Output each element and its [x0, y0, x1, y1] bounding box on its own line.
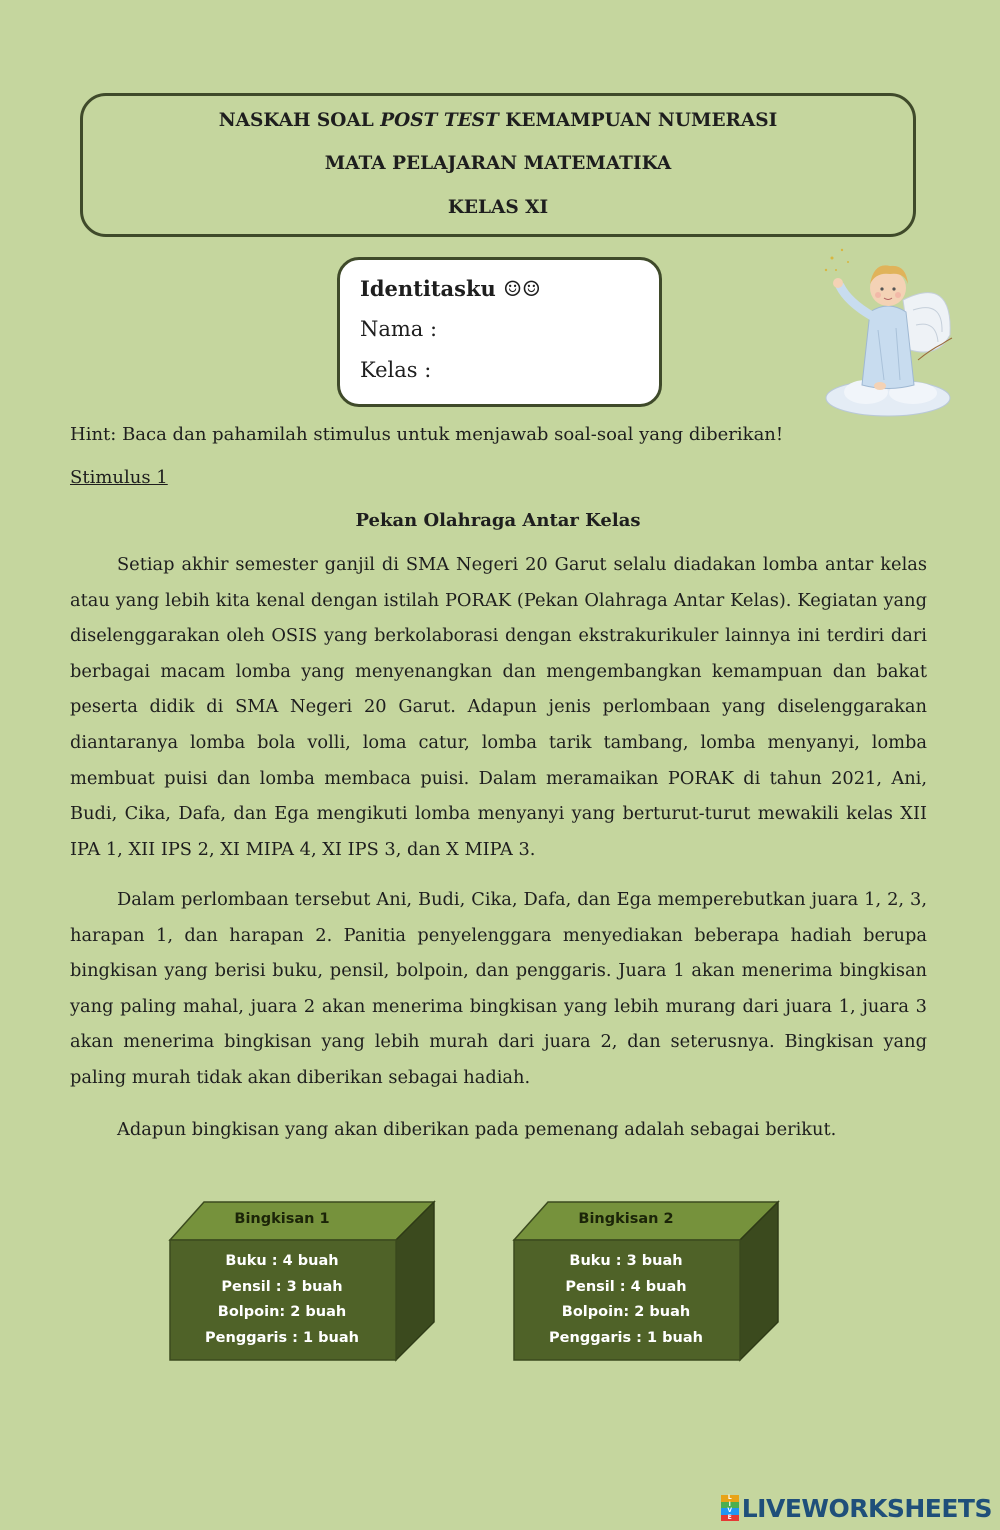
- stimulus-paragraph-1: Setiap akhir semester ganjil di SMA Negeri 20 Garut selalu diadakan lomba antar kelas atau yang lebih kita kenal dengan istilah PORAK (Pekan Olahraga Antar Kelas). Kegiatan yang diselenggarakan oleh OSIS yang berkolaborasi dengan ekstrakurikuler lainnya ini terdiri dari berbagai macam lomba yang menyenangkan dan mengembangkan kemampuan dan bakat peserta didik di SMA Negeri 20 Garut. Adapun jenis perlombaan yang diselenggarakan diantaranya lomba bola volli, loma catur, lomba tarik tambang, lomba menyanyi, lomba membuat puisi dan lomba membaca puisi. Dalam meramaikan PORAK di tahun 2021, Ani, Budi, Cika, Dafa, dan Ega mengikuti lomba menyanyi yang berturut-turut mewakili kelas XII IPA 1, XII IPS 2, XI MIPA 4, XI IPS 3, dan X MIPA 3.: [70, 554, 927, 860]
- class-label: Kelas :: [360, 358, 432, 382]
- class-line: KELAS XI: [447, 197, 549, 218]
- package-title: Bingkisan 2: [578, 1211, 674, 1227]
- stimulus-paragraph-3: Adapun bingkisan yang akan diberikan pada pemenang adalah sebagai berikut.: [117, 1119, 837, 1140]
- stimulus-label: Stimulus 1: [70, 467, 168, 488]
- package-item: Buku : 4 buah: [225, 1253, 339, 1269]
- liveworksheets-logo[interactable]: [721, 1493, 992, 1523]
- stimulus-title: Pekan Olahraga Antar Kelas: [355, 510, 641, 531]
- package-items: [512, 1249, 740, 1351]
- package-item: Pensil : 3 buah: [221, 1278, 343, 1295]
- identity-card: [337, 257, 662, 407]
- package-box-2: [512, 1200, 780, 1362]
- package-items: [168, 1249, 396, 1351]
- identity-title: Identitasku ☺☺: [360, 276, 541, 301]
- stimulus-paragraph-2: Dalam perlombaan tersebut Ani, Budi, Cika, Dafa, dan Ega memperebutkan juara 1, 2, 3, harapan 1, dan harapan 2. Panitia penyelenggara menyediakan beberapa hadiah berupa bingkisan yang berisi buku, pensil, bolpoin, dan penggaris. Juara 1 akan menerima bingkisan yang paling mahal, juara 2 akan menerima bingkisan yang lebih murang dari juara 1, juara 3 akan menerima bingkisan yang lebih murah dari juara 2, dan seterusnya. Bingkisan yang paling murah tidak akan diberikan sebagai hadiah.: [70, 889, 927, 1088]
- package-box-1: [168, 1200, 436, 1362]
- name-label: Nama :: [360, 317, 438, 341]
- hint-text: Hint: Baca dan pahamilah stimulus untuk menjawab soal-soal yang diberikan!: [70, 424, 784, 445]
- title-line-1: [83, 110, 913, 131]
- title-text-end: KEMAMPUAN NUMERASI: [498, 110, 778, 131]
- title-italic-text: POST TEST: [380, 110, 499, 131]
- title-box: [80, 93, 916, 237]
- package-item: Pensil : 4 buah: [565, 1278, 687, 1295]
- title-text: NASKAH SOAL: [218, 110, 381, 131]
- angel-illustration: [818, 240, 958, 418]
- package-item: Penggaris : 1 buah: [549, 1329, 703, 1346]
- brand-text: LIVEWORKSHEETS: [741, 1493, 992, 1523]
- package-item: Penggaris : 1 buah: [205, 1329, 359, 1346]
- liveworksheets-logo-icon: L I V E: [721, 1495, 739, 1521]
- package-item: Buku : 3 buah: [569, 1253, 683, 1269]
- package-title: Bingkisan 1: [234, 1211, 330, 1227]
- package-item: Bolpoin: 2 buah: [561, 1304, 691, 1320]
- package-item: Bolpoin: 2 buah: [217, 1304, 347, 1320]
- subject-line: MATA PELAJARAN MATEMATIKA: [324, 153, 672, 174]
